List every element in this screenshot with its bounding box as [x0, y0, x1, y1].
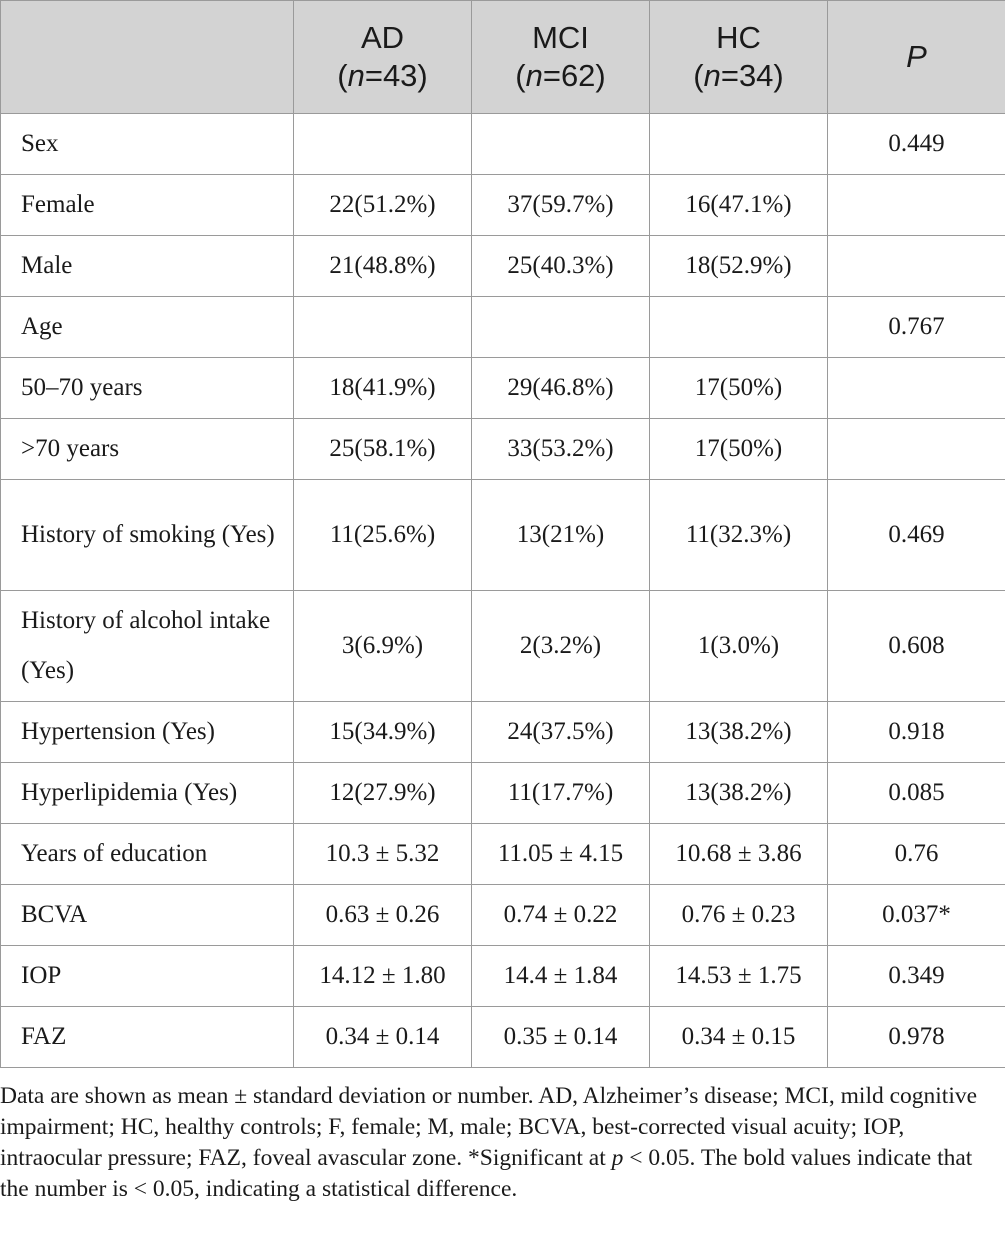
cell-p: 0.469 — [828, 480, 1005, 591]
cell-mci: 37(59.7%) — [472, 175, 650, 236]
header-ad: AD (n=43) — [294, 1, 472, 114]
row-label: Age — [1, 297, 294, 358]
table-row — [1, 824, 1005, 885]
row-label: IOP — [1, 946, 294, 1007]
cell-ad: 21(48.8%) — [294, 236, 472, 297]
cell-ad: 25(58.1%) — [294, 419, 472, 480]
cell-p: 0.608 — [828, 591, 1005, 702]
cell-p: 0.767 — [828, 297, 1005, 358]
header-ad-n-symbol: n — [347, 58, 365, 93]
cell-p — [828, 236, 1005, 297]
header-mci: MCI (n=62) — [472, 1, 650, 114]
table-row — [1, 175, 1005, 236]
header-empty-cell — [1, 1, 294, 114]
header-mci-n-symbol: n — [525, 58, 543, 93]
cell-ad: 22(51.2%) — [294, 175, 472, 236]
cell-ad: 18(41.9%) — [294, 358, 472, 419]
header-mci-n: 62 — [560, 58, 596, 93]
cell-hc: 13(38.2%) — [650, 763, 828, 824]
row-label: Hyperlipidemia (Yes) — [1, 763, 294, 824]
cell-mci: 29(46.8%) — [472, 358, 650, 419]
table-row — [1, 763, 1005, 824]
cell-p — [828, 175, 1005, 236]
row-label: BCVA — [1, 885, 294, 946]
header-hc-n: 34 — [738, 58, 774, 93]
cell-ad: 0.63 ± 0.26 — [294, 885, 472, 946]
cell-p: 0.349 — [828, 946, 1005, 1007]
table-row — [1, 946, 1005, 1007]
cell-ad: 11(25.6%) — [294, 480, 472, 591]
cell-mci: 0.74 ± 0.22 — [472, 885, 650, 946]
table-row — [1, 702, 1005, 763]
header-ad-name: AD — [360, 20, 405, 55]
row-label: Female — [1, 175, 294, 236]
cell-p: 0.037* — [828, 885, 1005, 946]
row-label: Sex — [1, 114, 294, 175]
cell-hc: 0.76 ± 0.23 — [650, 885, 828, 946]
footnote-p-symbol: p — [611, 1145, 624, 1171]
cell-p: 0.76 — [828, 824, 1005, 885]
row-label: Years of education — [1, 824, 294, 885]
cell-ad: 14.12 ± 1.80 — [294, 946, 472, 1007]
cell-p — [828, 419, 1005, 480]
table-row — [1, 591, 1005, 702]
cell-mci: 25(40.3%) — [472, 236, 650, 297]
row-label: 50–70 years — [1, 358, 294, 419]
cell-hc: 17(50%) — [650, 419, 828, 480]
table-row — [1, 480, 1005, 591]
cell-hc: 1(3.0%) — [650, 591, 828, 702]
cell-mci: 2(3.2%) — [472, 591, 650, 702]
cell-p — [828, 358, 1005, 419]
cell-ad: 3(6.9%) — [294, 591, 472, 702]
cell-hc: 14.53 ± 1.75 — [650, 946, 828, 1007]
cell-mci: 13(21%) — [472, 480, 650, 591]
header-mci-name: MCI — [532, 20, 589, 55]
cell-hc: 18(52.9%) — [650, 236, 828, 297]
table-row — [1, 885, 1005, 946]
table-header-row — [1, 1, 1005, 114]
table-row — [1, 419, 1005, 480]
footnote-text-part2: < 0.05. The bold values indicate that the number is < 0.05, indicating a statistical difference. — [0, 1145, 973, 1202]
cell-hc: 11(32.3%) — [650, 480, 828, 591]
cell-hc: 17(50%) — [650, 358, 828, 419]
table-row — [1, 236, 1005, 297]
row-label: History of alcohol intake (Yes) — [1, 591, 294, 702]
cell-p: 0.085 — [828, 763, 1005, 824]
cell-ad — [294, 297, 472, 358]
header-p-value: P — [828, 1, 1005, 114]
cell-mci: 0.35 ± 0.14 — [472, 1007, 650, 1068]
cell-hc: 10.68 ± 3.86 — [650, 824, 828, 885]
cell-mci: 11.05 ± 4.15 — [472, 824, 650, 885]
row-label: History of smoking (Yes) — [1, 480, 294, 591]
header-ad-n: 43 — [382, 58, 418, 93]
header-hc: HC (n=34) — [650, 1, 828, 114]
row-label: FAZ — [1, 1007, 294, 1068]
cell-ad: 0.34 ± 0.14 — [294, 1007, 472, 1068]
cell-hc — [650, 297, 828, 358]
cell-p: 0.918 — [828, 702, 1005, 763]
cell-mci: 33(53.2%) — [472, 419, 650, 480]
cell-ad: 12(27.9%) — [294, 763, 472, 824]
table-row — [1, 358, 1005, 419]
cell-ad — [294, 114, 472, 175]
cell-mci: 11(17.7%) — [472, 763, 650, 824]
header-hc-n-symbol: n — [703, 58, 721, 93]
row-label: >70 years — [1, 419, 294, 480]
cell-ad: 10.3 ± 5.32 — [294, 824, 472, 885]
row-label: Male — [1, 236, 294, 297]
cell-mci: 14.4 ± 1.84 — [472, 946, 650, 1007]
cell-p: 0.449 — [828, 114, 1005, 175]
cell-mci — [472, 114, 650, 175]
cell-hc — [650, 114, 828, 175]
cell-hc: 16(47.1%) — [650, 175, 828, 236]
table-row — [1, 114, 1005, 175]
cell-mci: 24(37.5%) — [472, 702, 650, 763]
cell-mci — [472, 297, 650, 358]
cell-hc: 0.34 ± 0.15 — [650, 1007, 828, 1068]
header-hc-name: HC — [716, 20, 761, 55]
cell-p: 0.978 — [828, 1007, 1005, 1068]
table-footnote — [0, 1081, 1000, 1205]
cell-hc: 13(38.2%) — [650, 702, 828, 763]
table-row — [1, 1007, 1005, 1068]
footnote-text-part1: Data are shown as mean ± standard deviation or number. AD, Alzheimer’s disease; MCI, mild cognitive impairment; HC, healthy controls; F, female; M, male; BCVA, best-corrected visual acuity; IOP, intraocular pressure; FAZ, foveal avascular zone. *Significant at — [0, 1083, 978, 1171]
row-label: Hypertension (Yes) — [1, 702, 294, 763]
cell-ad: 15(34.9%) — [294, 702, 472, 763]
table-row — [1, 297, 1005, 358]
